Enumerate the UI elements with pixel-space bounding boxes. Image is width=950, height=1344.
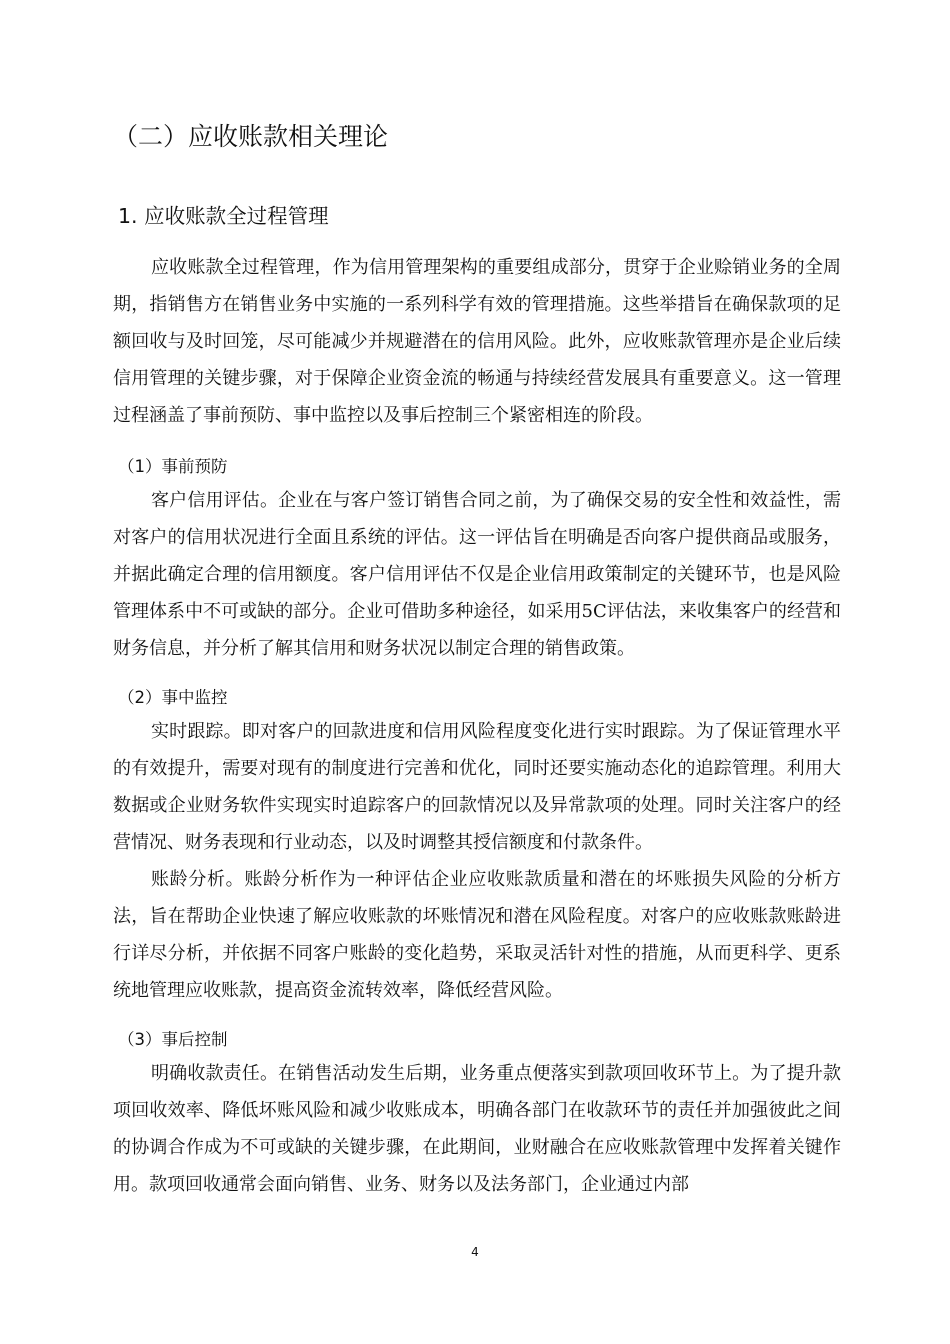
stage3-heading: （3）事后控制 [118, 1030, 228, 1049]
stage1-paragraph: 客户信用评估。企业在与客户签订销售合同之前，为了确保交易的安全性和效益性，需对客户的信用状况进行全面且系统的评估。这一评估旨在明确是否向客户提供商品或服务，并据此确定合理的信用额度。客户信用评估不仅是企业信用政策制定的关键环节，也是风险管理体系中不可或缺的部分。企业可借助多种途径，如采用5C评估法，来收集客户的经营和财务信息，并分析了解其信用和财务状况以制定合理的销售政策。 [113, 490, 841, 659]
subsection-heading: 1. 应收账款全过程管理 [118, 204, 329, 228]
section-heading: （二）应收账款相关理论 [113, 122, 389, 151]
stage3-paragraph: 明确收款责任。在销售活动发生后期，业务重点便落实到款项回收环节上。为了提升款项回收效率、降低坏账风险和减少收账成本，明确各部门在收款环节的责任并加强彼此之间的协调合作成为不可或缺的关键步骤，在此期间，业财融合在应收账款管理中发挥着关键作用。款项回收通常会面向销售、业务、财务以及法务部门，企业通过内部 [113, 1063, 841, 1195]
stage2-paragraph-2: 账龄分析。账龄分析作为一种评估企业应收账款质量和潜在的坏账损失风险的分析方法，旨在帮助企业快速了解应收账款的坏账情况和潜在风险程度。对客户的应收账款账龄进行详尽分析，并依据不同客户账龄的变化趋势，采取灵活针对性的措施，从而更科学、更系统地管理应收账款，提高资金流转效率，降低经营风险。 [113, 869, 841, 1001]
page-number: 4 [471, 1245, 479, 1259]
stage2-heading: （2）事中监控 [118, 688, 228, 707]
intro-paragraph: 应收账款全过程管理，作为信用管理架构的重要组成部分，贯穿于企业赊销业务的全周期，指销售方在销售业务中实施的一系列科学有效的管理措施。这些举措旨在确保款项的足额回收与及时回笼，尽可能减少并规避潜在的信用风险。此外，应收账款管理亦是企业后续信用管理的关键步骤，对于保障企业资金流的畅通与持续经营发展具有重要意义。这一管理过程涵盖了事前预防、事中监控以及事后控制三个紧密相连的阶段。 [113, 257, 841, 426]
stage2-paragraph-1: 实时跟踪。即对客户的回款进度和信用风险程度变化进行实时跟踪。为了保证管理水平的有效提升，需要对现有的制度进行完善和优化，同时还要实施动态化的追踪管理。利用大数据或企业财务软件实现实时追踪客户的回款情况以及异常款项的处理。同时关注客户的经营情况、财务表现和行业动态，以及时调整其授信额度和付款条件。 [113, 721, 841, 853]
stage1-heading: （1）事前预防 [118, 457, 228, 476]
